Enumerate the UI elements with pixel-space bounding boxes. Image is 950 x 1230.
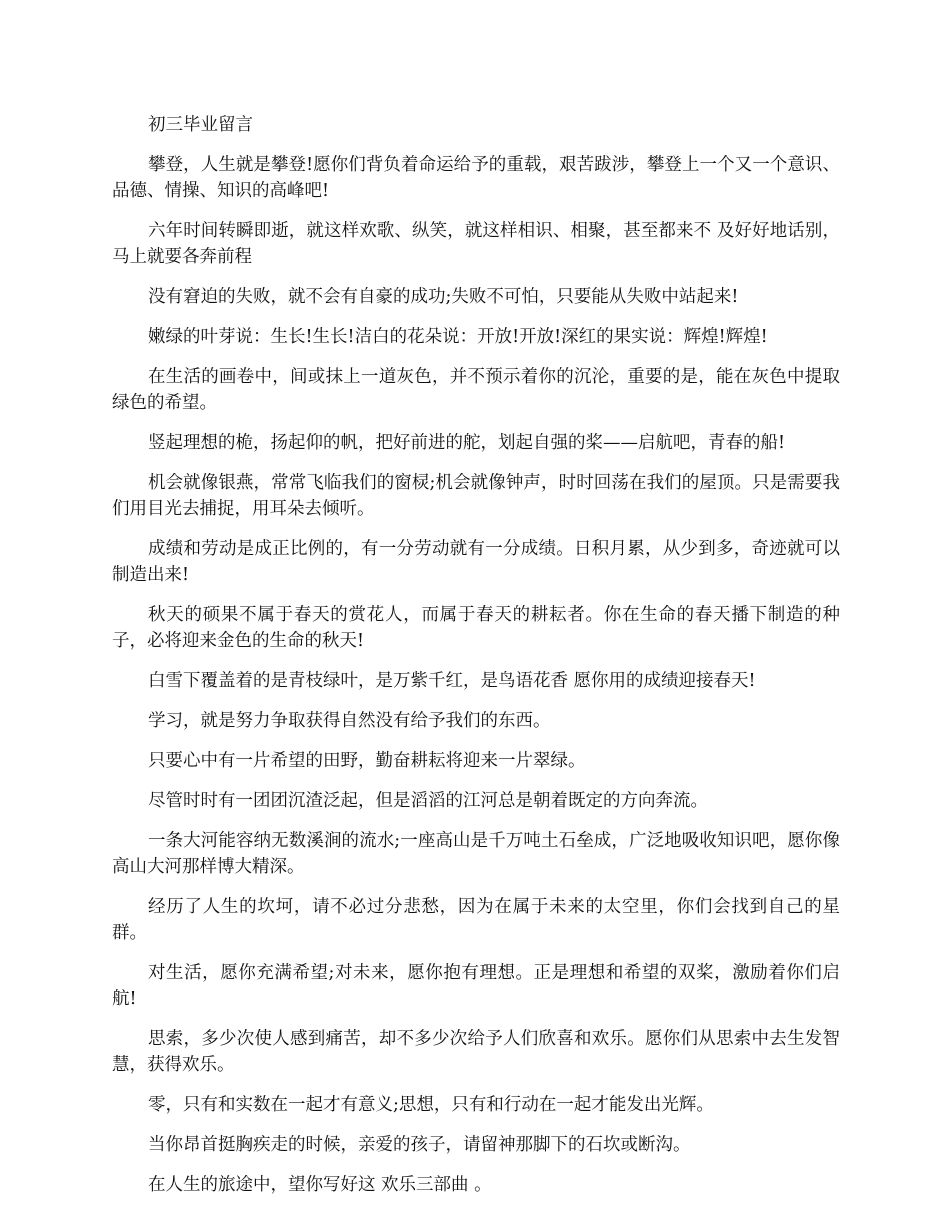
paragraph-9: 秋天的硕果不属于春天的赏花人，而属于春天的耕耘者。你在生命的春天播下制造的种子，必将迎来金色的生命的秋天! bbox=[112, 605, 840, 651]
paragraph-13: 尽管时时有一团团沉渣泛起，但是滔滔的江河总是朝着既定的方向奔流。 bbox=[148, 791, 708, 811]
paragraph-10: 白雪下覆盖着的是青枝绿叶，是万紫千红，是鸟语花香 愿你用的成绩迎接春天! bbox=[148, 671, 756, 691]
paragraph-11: 学习，就是努力争取获得自然没有给予我们的东西。 bbox=[148, 711, 551, 731]
paragraph-3: 没有窘迫的失败，就不会有自豪的成功;失败不可怕，只要能从失败中站起来! bbox=[148, 287, 739, 307]
paragraph-5: 在生活的画卷中，间或抹上一道灰色，并不预示着你的沉沦，重要的是，能在灰色中提取绿色的希望。 bbox=[112, 367, 840, 413]
paragraph-8: 成绩和劳动是成正比例的，有一分劳动就有一分成绩。日积月累，从少到多，奇迹就可以制造出来! bbox=[112, 539, 840, 585]
paragraph-15: 经历了人生的坎坷，请不必过分悲愁，因为在属于未来的太空里，你们会找到自己的星群。 bbox=[112, 897, 840, 943]
paragraph-6: 竖起理想的桅，扬起仰的帆，把好前进的舵，划起自强的桨——启航吧，青春的船! bbox=[148, 433, 786, 453]
paragraph-7: 机会就像银燕，常常飞临我们的窗棂;机会就像钟声，时时回荡在我们的屋顶。只是需要我们用目光去捕捉，用耳朵去倾听。 bbox=[112, 473, 840, 519]
paragraph-18: 零，只有和实数在一起才有意义;思想，只有和行动在一起才能发出光辉。 bbox=[148, 1095, 714, 1115]
paragraph-16: 对生活，愿你充满希望;对未来，愿你抱有理想。正是理想和希望的双桨，激励着你们启航! bbox=[112, 963, 840, 1009]
document-page bbox=[112, 112, 840, 1212]
document-title: 初三毕业留言 bbox=[148, 115, 253, 135]
paragraph-2: 六年时间转瞬即逝，就这样欢歌、纵笑，就这样相识、相聚，甚至都来不 及好好地话别，马上就要各奔前程 bbox=[112, 221, 840, 267]
paragraph-1: 攀登，人生就是攀登!愿你们背负着命运给予的重载，艰苦跋涉，攀登上一个又一个意识、品德、情操、知识的高峰吧! bbox=[112, 155, 840, 201]
paragraph-4: 嫩绿的叶芽说：生长!生长!洁白的花朵说：开放!开放!深红的果实说：辉煌!辉煌! bbox=[148, 327, 768, 347]
paragraph-12: 只要心中有一片希望的田野，勤奋耕耘将迎来一片翠绿。 bbox=[148, 751, 586, 771]
paragraph-20: 在人生的旅途中，望你写好这 欢乐三部曲 。 bbox=[148, 1175, 492, 1195]
paragraph-19: 当你昂首挺胸疾走的时候，亲爱的孩子，请留神那脚下的石坎或断沟。 bbox=[148, 1135, 691, 1155]
paragraph-14: 一条大河能容纳无数溪涧的流水;一座高山是千万吨土石垒成，广泛地吸收知识吧，愿你像高山大河那样博大精深。 bbox=[112, 831, 840, 877]
paragraph-17: 思索，多少次使人感到痛苦，却不多少次给予人们欣喜和欢乐。愿你们从思索中去生发智慧，获得欢乐。 bbox=[112, 1029, 840, 1075]
